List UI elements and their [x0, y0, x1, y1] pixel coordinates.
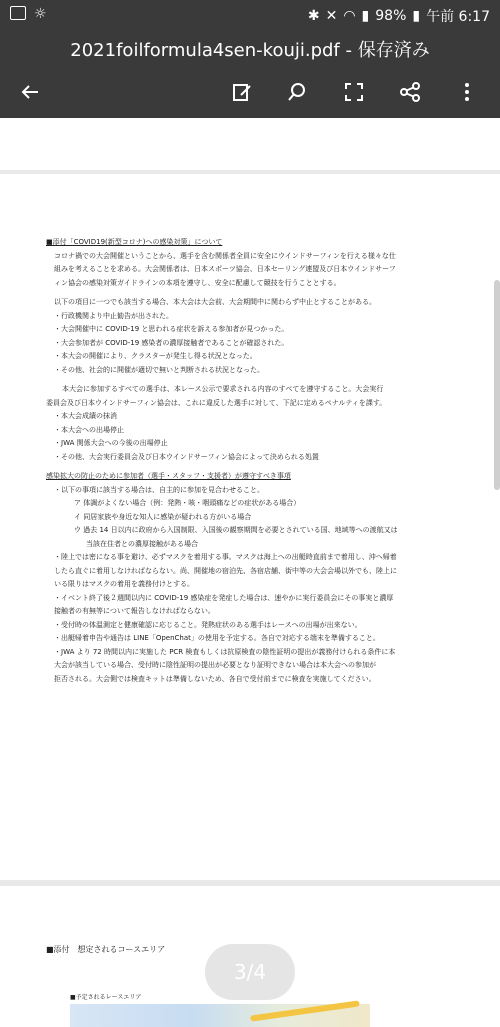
- list-item: ・その他、大会実行委員会及び日本ウインドサーフィン協会によって決められる処置: [54, 452, 319, 461]
- edit-icon: [230, 80, 254, 104]
- text-line: 以下の項目に一つでも該当する場合、本大会は大会前、大会期間中に関わらず中止とすることがある。: [54, 298, 376, 306]
- mute-icon: ✕: [325, 8, 338, 24]
- back-button[interactable]: [10, 72, 50, 112]
- arrow-left-icon: [18, 80, 42, 104]
- next-page-heading: ■添付 想定されるコースエリア: [46, 945, 166, 954]
- page-indicator: 3/4: [205, 944, 295, 1000]
- wifi-icon: ◠: [343, 8, 356, 24]
- app-bar: [0, 30, 500, 118]
- list-item: ・その他、社会的に開催が適切で無いと判断される状況となった。: [54, 365, 264, 374]
- weather-icon: ☼: [34, 6, 47, 22]
- search-icon: [285, 80, 309, 104]
- more-vert-icon: [455, 80, 479, 104]
- clock: 午前 6:17: [426, 9, 490, 25]
- signal-icon: ▮: [361, 8, 370, 24]
- list-item: ・本大会の開催により、クラスターが発生し得る状況となった。: [54, 352, 257, 360]
- map-road: [250, 1000, 360, 1021]
- pdf-page-previous: [0, 118, 500, 170]
- edit-button[interactable]: [222, 72, 262, 112]
- text-line: いる限りはマスクの着用を義務付けとする。: [54, 580, 194, 588]
- text-line: 組みを考えることを求める。大会関係者は、日本スポーツ協会、日本セーリング連盟及び日本ウインドサーフ: [54, 265, 396, 273]
- document-body: [46, 236, 458, 686]
- text-line: ィン協会の感染対策ガイドラインの本項を遵守し、安全に配慮して競技を行うこととする。: [54, 278, 341, 287]
- expand-icon: [342, 80, 366, 104]
- text-line: コロナ禍での大会開催ということから、選手を含む関係者全員に安全にウインドサーフィンを行える様々な仕: [54, 251, 396, 260]
- list-item: ウ 過去 14 日以内に政府から入国制限、入国後の観察期間を必要とされている国、地域等への渡航又は: [74, 526, 398, 534]
- share-button[interactable]: [390, 72, 430, 112]
- bluetooth-icon: ✱: [307, 8, 320, 24]
- battery-icon: ▮: [412, 8, 421, 24]
- list-item: ア 体調がよくない場合（例：発熱・咳・咽頭痛などの症状がある場合）: [74, 499, 301, 507]
- search-button[interactable]: [277, 72, 317, 112]
- section-heading-prevention: 感染拡大の防止のために参加者（選手・スタッフ・支援者）が遵守すべき事項: [46, 472, 291, 480]
- pdf-page-current: [0, 174, 500, 880]
- document-title: 2021foilformula4sen-kouji.pdf - 保存済み: [70, 40, 430, 61]
- list-item: 当該在住者との濃厚接触がある場合: [86, 539, 198, 548]
- text-line: ・以下の事項に該当する場合は、自主的に参加を見合わせること。: [54, 485, 264, 494]
- text-line: ・陸上では密になる事を避け、必ずマスクを着用する事。マスクは海上への出艇時直前まで着用し、沖へ帰着: [54, 553, 397, 561]
- list-item: イ 同居家族や身近な知人に感染が疑われる方がいる場合: [74, 512, 252, 521]
- text-line: 拒否される。大会側では検査キットは準備しないため、各自で受付前までに検査を実施してください。: [54, 674, 376, 683]
- text-line: 本大会に参加するすべての選手は、本レース公示で要求される内容のすべてを遵守すること。大会実行: [62, 385, 384, 393]
- battery-text: 98%: [375, 8, 407, 24]
- text-line: ・イベント終了後２週間以内に COVID-19 感染症を発症した場合は、速やかに実行委員会にその事実と濃厚: [54, 593, 394, 602]
- text-line: ・受付時の体温測定と健康確認に応じること。発熱症状のある選手はレースへの出場が出来ない。: [54, 620, 362, 629]
- list-item: ・本大会成績の抹消: [54, 412, 117, 420]
- more-options-button[interactable]: [447, 72, 487, 112]
- scrollbar-thumb[interactable]: [494, 280, 500, 490]
- text-line: 接触者の有無等について報告しなければならない。: [54, 607, 215, 615]
- toolbar: [0, 72, 500, 112]
- section-heading-covid: ■添付「COVID19(新型コロナ)への感染対策」について: [46, 238, 223, 246]
- next-page-subheading: ■予定されるレースエリア: [70, 994, 142, 1001]
- list-item: ・大会開催中に COVID-19 と思われる症状を訴える参加者が見つかった。: [54, 325, 289, 333]
- text-line: 委員会及び日本ウインドサーフィン協会は、これに違反した選手に対して、下記に定めるペナルティを課す。: [46, 398, 387, 407]
- list-item: ・JWA 関係大会への今後の出場停止: [54, 439, 168, 447]
- list-item: ・行政機関より中止勧告が出された。: [54, 311, 173, 320]
- text-line: ・出艇帰着申告や通告は LINE「OpenChat」の使用を予定する。各自で対応する端末を準備すること。: [54, 634, 380, 642]
- status-bar: [0, 0, 500, 30]
- text-line: 大会が該当している場合、受付時に陰性証明の提出が必要となり証明できない場合は本大会への参加が: [54, 661, 376, 669]
- fullscreen-button[interactable]: [334, 72, 374, 112]
- gallery-icon: [10, 6, 26, 20]
- text-line: したら直ぐに着用しなければならない。尚、開催地の宿泊先、各宿店舗、街中等の大会会場以外でも、陸上に: [54, 566, 397, 575]
- share-icon: [398, 80, 422, 104]
- list-item: ・本大会への出場停止: [54, 425, 124, 434]
- text-line: ・JWA より 72 時間以内に実施した PCR 検査もしくは抗原検査の陰性証明の提出が義務付けられる条件に本: [54, 647, 396, 656]
- list-item: ・大会参加者が COVID-19 感染者の濃厚接触者であることが確認された。: [54, 338, 289, 347]
- course-map-image: [70, 1004, 370, 1027]
